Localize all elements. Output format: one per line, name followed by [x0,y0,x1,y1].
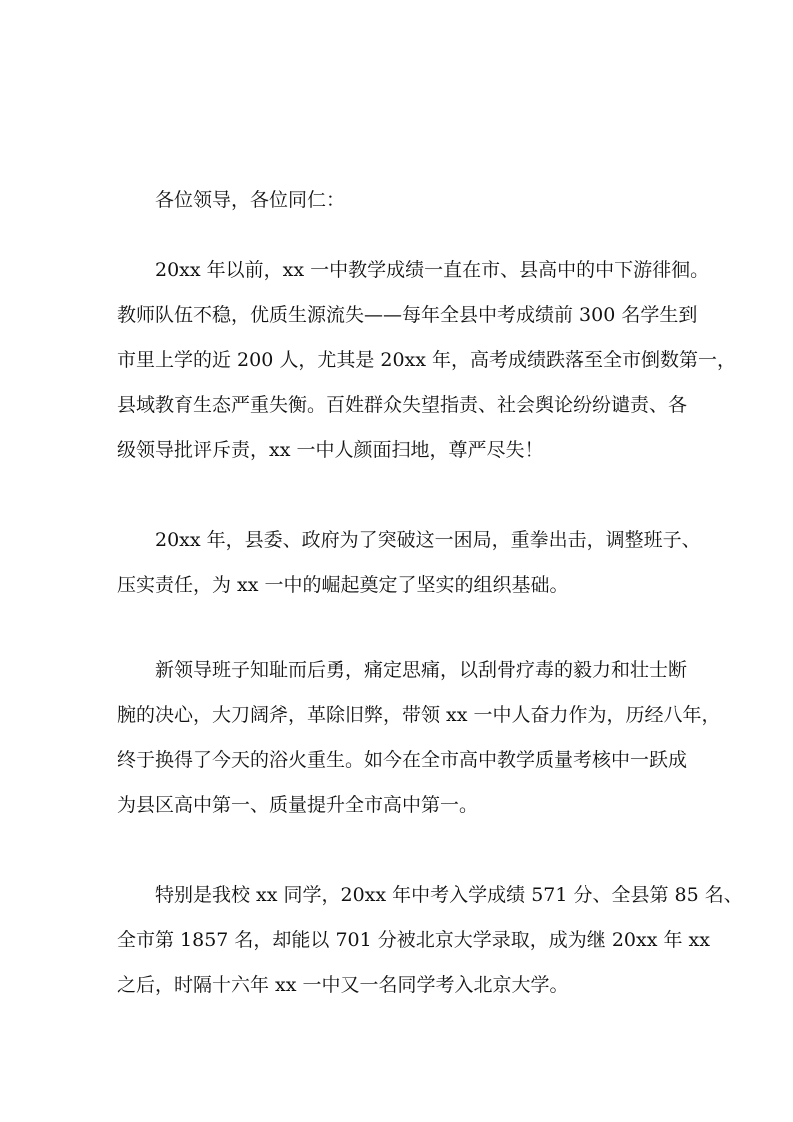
text-line: 级领导批评斥责，xx 一中人颜面扫地，尊严尽失！ [117,439,544,461]
text-line: 20xx 年，县委、政府为了突破这一困局，重拳出击，调整班子、 [155,529,701,551]
text-line: 压实责任，为 xx 一中的崛起奠定了坚实的组织基础。 [117,574,569,596]
paragraph-4 [117,873,743,1008]
text-line: 腕的决心，大刀阔斧，革除旧弊，带领 xx 一中人奋力作为，历经八年， [117,704,721,726]
text-line: 市里上学的近 200 人，尤其是 20xx 年，高考成绩跌落至全市倒数第一， [117,349,737,371]
text-line: 教师队伍不稳，优质生源流失——每年全县中考成绩前 300 名学生到 [117,304,698,326]
text-line: 20xx 年以前，xx 一中教学成绩一直在市、县高中的中下游徘徊。 [155,259,710,281]
text-line: 终于换得了今天的浴火重生。如今在全市高中教学质量考核中一跃成 [117,749,688,771]
greeting [117,178,681,223]
paragraph-3 [117,648,721,828]
greeting-line: 各位领导，各位同仁： [155,189,346,211]
text-line: 为县区高中第一、质量提升全市高中第一。 [117,794,479,816]
text-line: 之后，时隔十六年 xx 一中又一名同学考入北京大学。 [117,974,569,996]
paragraph-2 [117,518,701,608]
text-line: 全市第 1857 名，却能以 701 分被北京大学录取，成为继 20xx 年 xx [117,929,710,951]
text-line: 新领导班子知耻而后勇，痛定思痛，以刮骨疗毒的毅力和壮士断 [155,659,688,681]
text-line: 特别是我校 xx 同学，20xx 年中考入学成绩 571 分、全县第 85 名、 [155,884,743,906]
text-line: 县域教育生态严重失衡。百姓群众失望指责、社会舆论纷纷谴责、各 [117,394,688,416]
paragraph-1 [117,248,737,473]
